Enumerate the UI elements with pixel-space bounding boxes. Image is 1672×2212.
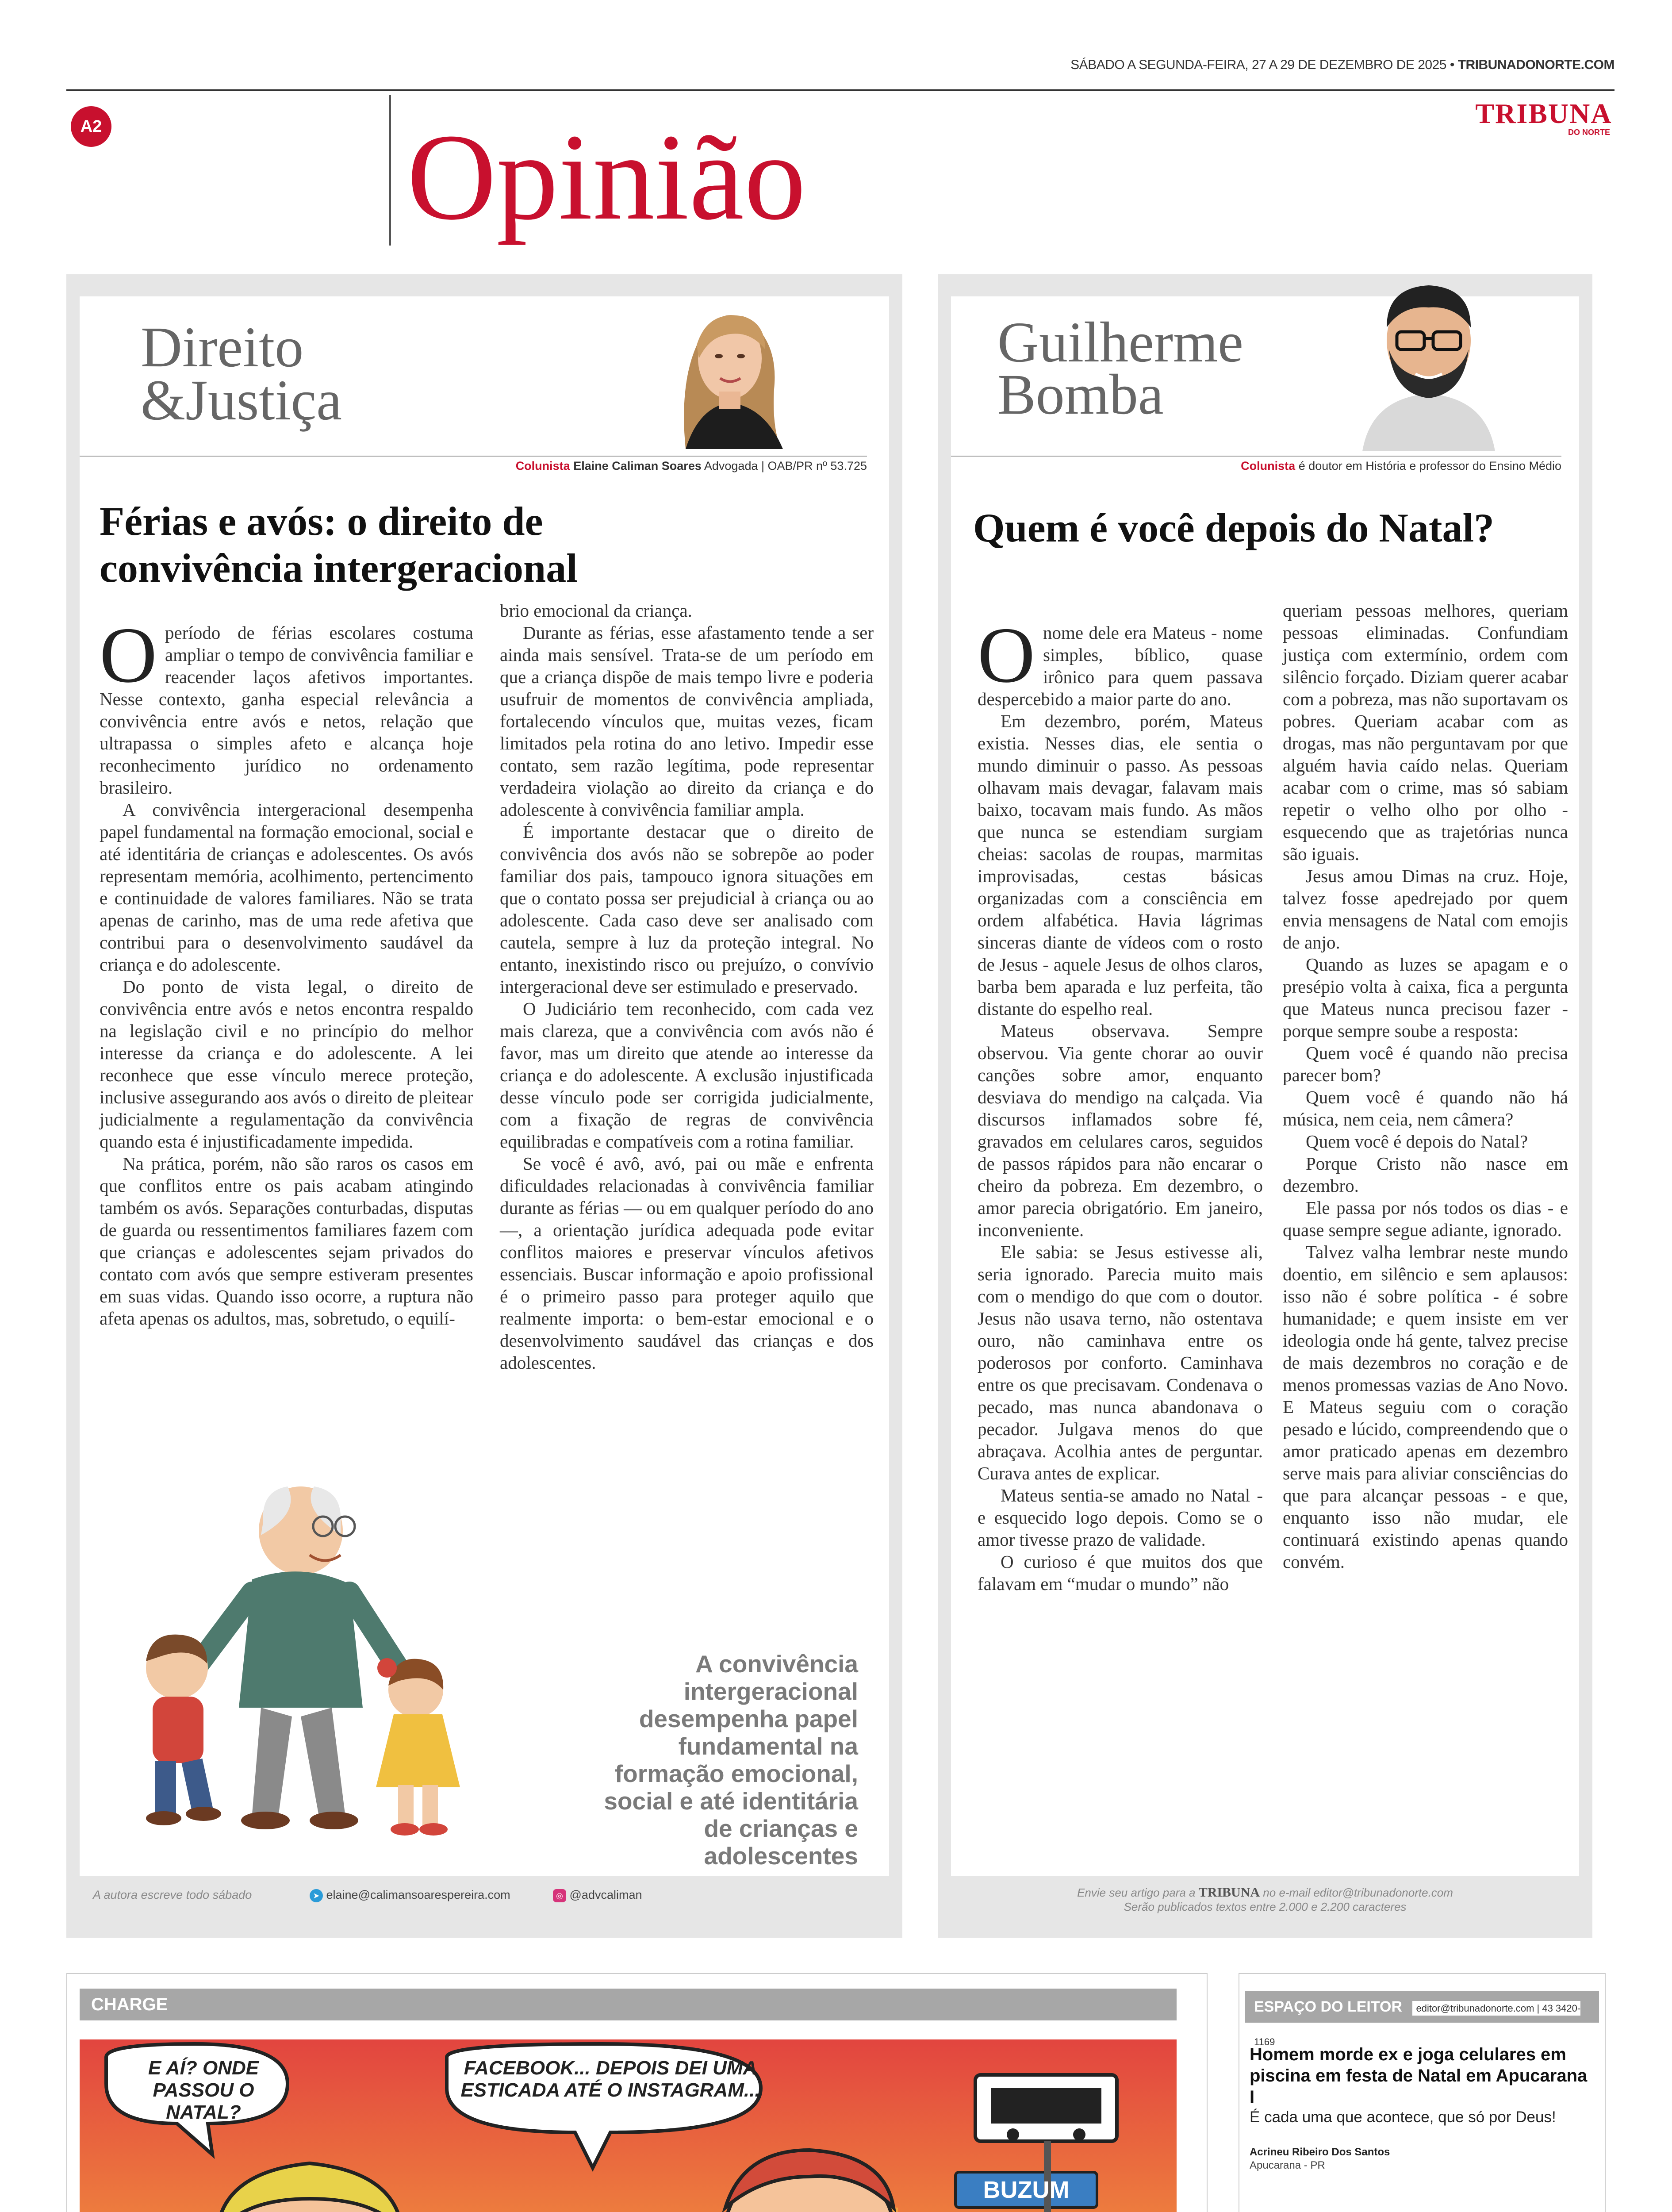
charge-bar: CHARGE bbox=[80, 1989, 1177, 2020]
paragraph: Na prática, porém, não são raros os casos em que conflitos entre os pais acabam atingindo também os avós. Separações conturbadas, disputas de guarda ou ressentimentos familiares fazem com que crianças e adolescentes sejam privados do contato com avós que sempre estiveram presentes em suas vidas. Quando isso ocorre, a ruptura não afeta apenas os adultos, mas, sobretudo, o equilí- bbox=[100, 1153, 473, 1329]
right-footer bbox=[951, 1886, 1579, 1914]
column-name-line2: &Justiça bbox=[141, 369, 342, 432]
paragraph: Mateus sentia-se amado no Natal - e esquecido logo depois. Como se o amor tivesse prazo de validade. bbox=[978, 1485, 1263, 1550]
letter-title: Homem morde ex e joga celulares em piscina em festa de Natal em Apucarana I bbox=[1250, 2045, 1588, 2107]
dropcap: O bbox=[100, 611, 157, 699]
grandparents-illustration bbox=[93, 1460, 500, 1858]
footer-note: A autora escreve todo sábado bbox=[93, 1888, 252, 1901]
page-number: A2 bbox=[71, 106, 111, 147]
left-byline bbox=[80, 456, 867, 473]
site-link[interactable]: TRIBUNADONORTE.COM bbox=[1457, 58, 1614, 72]
byline-label: Colunista bbox=[1241, 459, 1296, 472]
letters-list bbox=[1250, 2044, 1595, 2212]
paragraph: Quem você é quando não precisa parecer bom? bbox=[1283, 1043, 1568, 1085]
paragraph: brio emocional da criança. bbox=[500, 600, 692, 621]
right-byline bbox=[951, 456, 1561, 473]
espaco-leitor-label: ESPAÇO DO LEITOR bbox=[1254, 1998, 1403, 2015]
email-link[interactable] bbox=[310, 1888, 510, 1902]
paragraph: A convivência intergeracional desempenha papel fundamental na formação emocional, social e até identitária de crianças e adolescentes. Os avós representam memória, acolhimento, pertencimento e continuidade de valores familiares. Não se trata apenas de carinho, mas de uma rede afetiva que contribui para o desenvolvimento saudável da criança e do adolescente. bbox=[100, 799, 473, 975]
paragraph: Se você é avô, avó, pai ou mãe e enfrenta dificuldades relacionadas à convivência familiar durante as férias — ou em qualquer período do ano —, a orientação jurídica adequada pode evitar conflitos maiores e preservar vínculos afetivos essenciais. Buscar informação e apoio profissional é o primeiro passo para proteger aquilo que realmente importa: o bem-estar emocional e o desenvolvimento saudável das crianças e dos adolescentes. bbox=[500, 1153, 874, 1373]
footer-prefix: Envie seu artigo para a bbox=[1077, 1886, 1196, 1899]
letter-text: É cada uma que acontece, que só por Deus! bbox=[1250, 2108, 1556, 2126]
instagram-icon: ◎ bbox=[553, 1889, 566, 1902]
logo-text: TRIBUNA bbox=[1475, 98, 1612, 129]
column-name-line1: Guilherme bbox=[997, 311, 1243, 374]
byline-detail: Advogada | OAB/PR nº 53.725 bbox=[704, 459, 867, 472]
byline-detail: é doutor em História e professor do Ensino Médio bbox=[1298, 459, 1561, 472]
paragraph: Quem você é depois do Natal? bbox=[1306, 1131, 1528, 1152]
email-text: elaine@calimansoarespereira.com bbox=[326, 1888, 510, 1901]
left-pullquote: A convivência intergeracional desempenha papel fundamental na formação emocional, social e até identitária de crianças e adolescentes bbox=[604, 1650, 858, 1870]
column-name-bomba bbox=[997, 311, 1243, 426]
tribuna-logo[interactable] bbox=[1473, 100, 1614, 137]
paragraph: Ele passa por nós todos os dias - e quase sempre segue adiante, ignorado. bbox=[1283, 1198, 1568, 1240]
columnist-photo-guilherme bbox=[1345, 265, 1513, 451]
footer-line2: Serão publicados textos entre 2.000 e 2.200 caracteres bbox=[1124, 1900, 1407, 1913]
paragraph: O curioso é que muitos dos que falavam em “mudar o mundo” não bbox=[978, 1551, 1263, 1594]
column-name-direito bbox=[141, 315, 342, 432]
charge-sign: BUZUM bbox=[983, 2177, 1070, 2203]
telegram-icon: ➤ bbox=[310, 1889, 323, 1902]
paragraph: nome dele era Mateus - nome simples, bíblico, quase irônico para quem passava despercebido a maior parte do ano. bbox=[978, 622, 1263, 709]
paragraph: O Judiciário tem reconhecido, com cada vez mais clareza, que a convivência com avós não é favor, mas um direito que atende ao interesse da criança e do adolescente. A exclusão injustificada desse vínculo pode ser corrigida judicialmente, com a fixação de regras de convivência equilibradas e compatíveis com a rotina familiar. bbox=[500, 998, 874, 1152]
left-article-col2 bbox=[500, 599, 874, 1374]
paragraph: Porque Cristo não nasce em dezembro. bbox=[1283, 1153, 1568, 1196]
date-separator: • bbox=[1450, 58, 1458, 72]
left-headline-line2: convivência intergeracional bbox=[100, 545, 578, 591]
instagram-link[interactable] bbox=[553, 1888, 642, 1902]
paragraph: Do ponto de vista legal, o direito de convivência entre avós e netos encontra respaldo na legislação civil e no princípio do melhor interesse da criança e do adolescente. A lei reconhece que esse vínculo merece proteção, inclusive assegurando aos avós o direito de pleitear judicialmente a regulamentação da convivência quando esta é injustificadamente impedida. bbox=[100, 976, 473, 1152]
left-footer bbox=[93, 1888, 871, 1906]
right-article-col1 bbox=[978, 611, 1263, 1595]
paragraph: Durante as férias, esse afastamento tende a ser ainda mais sensível. Trata-se de um período em que a criança dispõe de mais tempo livre e poderia usufruir de momentos de convivência ampliada, fortalecendo vínculos que, muitas vezes, ficam limitados pela rotina do ano letivo. Impedir esse contato, sem razão legítima, pode representar verdadeira violação ao direito da criança e do adolescente à convivência familiar ampla. bbox=[500, 622, 874, 820]
letter-author: Acrineu Ribeiro Dos Santos bbox=[1250, 2146, 1390, 2158]
paragraph: É importante destacar que o direito de convivência dos avós não se sobrepõe ao poder familiar dos pais, tampouco ignora situações em que o contato possa ser prejudicial à criança ou ao adolescente. Cada caso deve ser analisado com cautela, sempre à luz da proteção integral. No entanto, inexistindo risco ou prejuízo, o convívio intergeracional deve ser estimulado e preservado. bbox=[500, 822, 874, 997]
byline-name: Elaine Caliman Soares bbox=[573, 459, 702, 472]
instagram-text: @advcaliman bbox=[569, 1888, 642, 1901]
charge-bubble-right: FACEBOOK... DEPOIS DEI UMA ESTICADA ATÉ O INSTAGRAM... bbox=[460, 2057, 760, 2101]
left-headline bbox=[100, 498, 578, 591]
paragraph: Quem você é quando não há música, nem ceia, nem câmera? bbox=[1283, 1087, 1568, 1129]
date-text: SÁBADO A SEGUNDA-FEIRA, 27 A 29 DE DEZEMBRO DE 2025 bbox=[1070, 58, 1446, 72]
paragraph: Quando as luzes se apagam e o presépio volta à caixa, fica a pergunta que Mateus nunca precisou fazer - porque sempre soube a resposta: bbox=[1283, 954, 1568, 1041]
masthead-rule bbox=[66, 89, 1614, 91]
paragraph: Ele sabia: se Jesus estivesse ali, seria ignorado. Parecia muito mais com o mendigo do que com o doutor. Jesus não usava terno, não ostentava ouro, não caminhava entre os poderosos por conforto. Caminhava entre os que precisavam. Condenava o pecado, mas nunca abandonava o pecador. Julgava menos do que abraçava. Acolhia antes de perguntar. Curava antes de explicar. bbox=[978, 1242, 1263, 1483]
dropcap: O bbox=[978, 611, 1035, 699]
right-headline: Quem é você depois do Natal? bbox=[973, 505, 1495, 550]
footer-suffix[interactable]: no e-mail editor@tribunadonorte.com bbox=[1263, 1886, 1453, 1899]
section-title: Opinião bbox=[407, 108, 806, 246]
masthead-vrule bbox=[389, 95, 391, 246]
letter bbox=[1250, 2044, 1595, 2212]
byline-label: Colunista bbox=[515, 459, 570, 472]
footer-logo: TRIBUNA bbox=[1198, 1885, 1260, 1900]
left-headline-line1: Férias e avós: o direito de bbox=[100, 499, 543, 544]
espaco-leitor-bar bbox=[1245, 1991, 1599, 2047]
paragraph: Em dezembro, porém, Mateus existia. Nesses dias, ele sentia o mundo diminuir o passo. As pessoas olhavam mais devagar, falavam mais baixo, tocavam mais fundo. As mãos que nunca se estendiam surgiam cheias: sacolas de roupas, marmitas improvisadas, cestas básicas organizadas com a consciência em ordem alfabética. Havia lágrimas sinceras diante de vídeos com o rosto de Jesus - aquele Jesus de olhos claros, barba bem aparada e luz perfeita, tão distante do espelho real. bbox=[978, 711, 1263, 1019]
espaco-leitor-contact[interactable]: editor@tribunadonorte.com | 43 3420-1169 bbox=[1254, 2001, 1580, 2049]
letter-city: Apucarana - PR bbox=[1250, 2159, 1325, 2171]
column-name-line1: Direito bbox=[141, 315, 304, 379]
right-article-col2 bbox=[1283, 599, 1568, 1573]
left-article-col1 bbox=[100, 611, 473, 1329]
column-name-line2: Bomba bbox=[997, 363, 1164, 426]
paragraph: período de férias escolares costuma ampliar o tempo de convivência familiar e reacender laços afetivos importantes. Nesse contexto, ganha especial relevância a convivência entre avós e netos, relação que ultrapassa o simples afeto e alcança hoje reconhecimento jurídico no ordenamento brasileiro. bbox=[100, 622, 473, 798]
paragraph: queriam pessoas melhores, queriam pessoas eliminadas. Confundiam justiça com extermínio, ordem com silêncio forçado. Diziam querer acabar com a pobreza, mas não suportavam os pobres. Queriam acabar com as drogas, mas não perguntavam por que alguém havia caído nelas. Queriam acabar com o crime, mas só sabiam repetir o velho olho por olho - esquecendo que as trajetórias nunca são iguais. bbox=[1283, 600, 1568, 864]
charge-bubble-left: E AÍ? ONDE PASSOU O NATAL? bbox=[148, 2057, 259, 2123]
columnist-photo-elaine bbox=[633, 274, 809, 451]
masthead-date bbox=[995, 58, 1614, 73]
paragraph: Jesus amou Dimas na cruz. Hoje, talvez fosse apedrejado por quem envia mensagens de Natal com emojis de anjo. bbox=[1283, 866, 1568, 952]
footer-line1 bbox=[951, 1886, 1579, 1900]
logo-subtext: DO NORTE bbox=[1568, 128, 1610, 137]
paragraph: Mateus observava. Sempre observou. Via gente chorar ao ouvir canções sobre amor, enquanto desviava do mendigo na calçada. Via discursos inflamados sobre fé, gravados em celulares caros, seguidos de passos rápidos para não encarar o cheiro da pobreza. Em dezembro, o amor parecia obrigatório. Em janeiro, inconveniente. bbox=[978, 1021, 1263, 1240]
paragraph: Talvez valha lembrar neste mundo doentio, em silêncio e sem aplausos: isso não é sobre política - é sobre humanidade; e quem insiste em ver ideologia onde há gente, talvez precise de mais dezembros no coração e de menos promessas vazias de Ano Novo. E Mateus seguiu com o coração pesado e lúcido, compreendendo que o amor praticado apenas em dezembro serve mais para aliviar consciências do que para alcançar pessoas - e que, enquanto isso não mudar, ele continuará existindo apenas quando convém. bbox=[1283, 1242, 1568, 1572]
